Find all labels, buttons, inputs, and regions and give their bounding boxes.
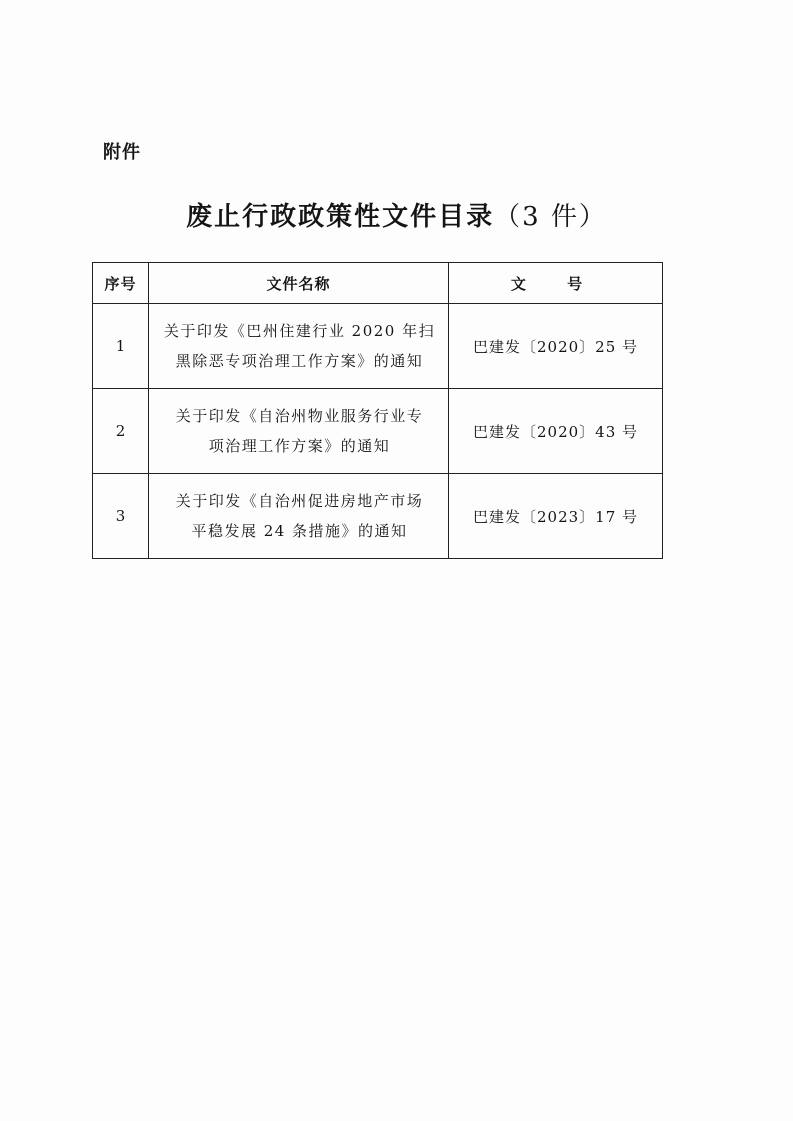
row-name-line: 项治理工作方案》的通知 xyxy=(208,437,391,455)
row-name-line: 关于印发《自治州物业服务行业专 xyxy=(175,407,424,425)
table-row xyxy=(93,389,663,474)
row-seq: 1 xyxy=(93,304,149,389)
header-seq: 序号 xyxy=(93,263,149,304)
row-docno: 巴建发〔2023〕17 号 xyxy=(449,474,663,559)
row-name-line: 关于印发《自治州促进房地产市场 xyxy=(175,492,424,510)
row-name xyxy=(149,474,449,559)
table-header-row xyxy=(93,263,663,304)
row-name xyxy=(149,304,449,389)
row-name-line: 平稳发展 24 条措施》的通知 xyxy=(191,522,408,540)
header-docno-text: 文 号 xyxy=(510,274,601,293)
row-docno: 巴建发〔2020〕43 号 xyxy=(449,389,663,474)
attachment-label: 附件 xyxy=(103,142,141,163)
document-title-count: （3 件） xyxy=(494,202,607,232)
header-docno xyxy=(449,263,663,304)
row-docno: 巴建发〔2020〕25 号 xyxy=(449,304,663,389)
header-name: 文件名称 xyxy=(149,263,449,304)
row-seq: 2 xyxy=(93,389,149,474)
revoked-documents-table xyxy=(92,262,663,559)
table-row xyxy=(93,474,663,559)
row-name xyxy=(149,389,449,474)
row-seq: 3 xyxy=(93,474,149,559)
row-name-line: 黑除恶专项治理工作方案》的通知 xyxy=(175,352,424,370)
document-title-main: 废止行政政策性文件目录 xyxy=(186,202,495,232)
document-title xyxy=(0,196,793,233)
table-row xyxy=(93,304,663,389)
row-name-line: 关于印发《巴州住建行业 2020 年扫 xyxy=(163,322,436,340)
